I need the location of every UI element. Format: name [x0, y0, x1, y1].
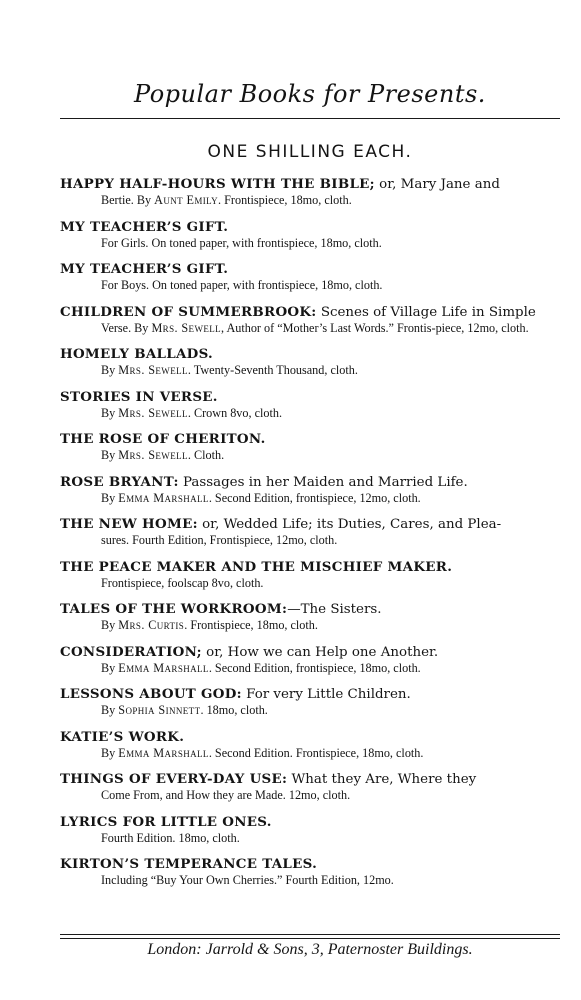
book-title-line: [60, 431, 562, 448]
book-subtitle: For very Little Children.: [241, 687, 411, 702]
details-text: Bertie. By: [101, 193, 155, 207]
book-title-line: [60, 176, 562, 193]
publisher-imprint: London: Jarrold & Sons, 3, Paternoster Buildings.: [147, 941, 473, 958]
book-title: KATIE’S WORK.: [60, 728, 185, 745]
author-name: Emma Marshall: [118, 660, 209, 675]
book-entry: [60, 856, 562, 888]
details-text: , Author of “Mother’s Last Words.” Frontis-piece, 12mo, cloth.: [221, 320, 529, 335]
book-entry: [60, 729, 562, 761]
book-title-line: [60, 856, 562, 873]
book-entry: [60, 176, 562, 208]
book-entry: [60, 516, 562, 548]
author-name: Mrs. Sewell: [118, 448, 188, 462]
book-entry: [60, 771, 562, 803]
author-name: Mrs. Sewell: [118, 405, 188, 420]
book-title-line: [60, 686, 562, 703]
book-title-line: [60, 814, 562, 831]
details-text: By: [101, 745, 119, 760]
author-name: Emma Marshall: [118, 490, 209, 505]
book-details: [60, 661, 562, 676]
details-text: By: [101, 363, 119, 377]
book-entry: [60, 474, 562, 506]
book-title: STORIES IN VERSE.: [60, 388, 218, 405]
book-details: [60, 448, 562, 463]
book-title: THE ROSE OF CHERITON.: [60, 431, 266, 447]
book-entry: [60, 304, 562, 336]
details-text: By: [101, 618, 119, 632]
book-entry: [60, 559, 562, 591]
book-title: THE NEW HOME:: [60, 516, 198, 532]
book-title: ROSE BRYANT:: [60, 473, 179, 490]
details-text: sures. Fourth Edition, Frontispiece, 12mo, cloth.: [101, 533, 338, 547]
details-text: . Second Edition, frontispiece, 12mo, cloth.: [208, 490, 421, 505]
author-name: Mrs. Curtis: [118, 618, 185, 632]
book-subtitle: What they Are, Where they: [287, 772, 477, 787]
book-entry: [60, 601, 562, 633]
book-entry: [60, 219, 562, 251]
book-title-line: [60, 644, 562, 661]
details-text: By: [101, 448, 119, 462]
book-details: [60, 321, 562, 336]
details-text: . Second Edition. Frontispiece, 18mo, cloth.: [208, 745, 424, 760]
book-title: MY TEACHER’S GIFT.: [60, 261, 229, 277]
details-text: For Boys. On toned paper, with frontispiece, 18mo, cloth.: [101, 278, 383, 292]
page-title: Popular Books for Presents.: [134, 80, 486, 108]
author-name: Aunt Emily: [154, 193, 219, 207]
book-subtitle: or, Wedded Life; its Duties, Cares, and Plea-: [197, 517, 502, 532]
book-title: THE PEACE MAKER AND THE MISCHIEF MAKER.: [60, 558, 453, 575]
book-details: [60, 746, 562, 761]
details-text: . Second Edition, frontispiece, 18mo, cloth.: [208, 660, 421, 675]
book-details: [60, 236, 562, 251]
details-text: By: [101, 405, 119, 420]
book-subtitle: or, How we can Help one Another.: [201, 644, 439, 660]
book-details: [60, 788, 562, 803]
bottom-rule: [60, 934, 560, 935]
book-title: THINGS OF EVERY-DAY USE:: [60, 771, 288, 787]
author-name: Emma Marshall: [118, 745, 209, 760]
book-title: LYRICS FOR LITTLE ONES.: [60, 813, 272, 830]
book-title-line: [60, 474, 562, 491]
book-title: LESSONS ABOUT GOD:: [60, 686, 242, 702]
book-title: HAPPY HALF-HOURS WITH THE BIBLE;: [60, 176, 375, 192]
book-details: [60, 406, 562, 421]
book-details: [60, 491, 562, 506]
book-details: [60, 533, 562, 548]
details-text: . Frontispiece, 18mo, cloth.: [218, 193, 352, 207]
book-title-line: [60, 219, 562, 236]
book-entry: [60, 346, 562, 378]
book-title-line: [60, 304, 562, 321]
details-text: Frontispiece, foolscap 8vo, cloth.: [101, 575, 264, 590]
details-text: By: [101, 490, 119, 505]
book-details: [60, 363, 562, 378]
book-title: TALES OF THE WORKROOM:: [60, 601, 288, 617]
details-text: By: [101, 660, 119, 675]
book-entry: [60, 644, 562, 676]
details-text: . Frontispiece, 18mo, cloth.: [184, 618, 318, 632]
book-title-line: [60, 346, 562, 363]
book-subtitle: —The Sisters.: [287, 602, 382, 617]
book-title: CONSIDERATION;: [60, 643, 202, 660]
details-text: . Crown 8vo, cloth.: [187, 405, 282, 420]
book-entry: [60, 814, 562, 846]
details-text: Fourth Edition. 18mo, cloth.: [101, 830, 240, 845]
details-text: Verse. By: [101, 320, 152, 335]
book-title: CHILDREN OF SUMMERBROOK:: [60, 303, 317, 320]
details-text: Including “Buy Your Own Cherries.” Fourth Edition, 12mo.: [101, 873, 394, 887]
book-entry: [60, 389, 562, 421]
author-name: Mrs. Sewell: [118, 363, 188, 377]
section-heading: ONE SHILLING EACH.: [207, 142, 413, 162]
book-details: [60, 618, 562, 633]
details-text: By: [101, 703, 119, 717]
book-entry: [60, 686, 562, 718]
book-title: KIRTON’S TEMPERANCE TALES.: [60, 856, 318, 872]
book-details: [60, 873, 562, 888]
book-subtitle: or, Mary Jane and: [374, 177, 500, 192]
book-title-line: [60, 516, 562, 533]
author-name: Sophia Sinnett: [118, 703, 201, 717]
book-details: [60, 576, 562, 591]
details-text: . 18mo, cloth.: [200, 703, 268, 717]
book-details: [60, 193, 562, 208]
book-details: [60, 831, 562, 846]
book-list: [60, 176, 562, 899]
book-details: [60, 278, 562, 293]
details-text: Come From, and How they are Made. 12mo, cloth.: [101, 788, 351, 802]
book-details: [60, 703, 562, 718]
details-text: . Twenty-Seventh Thousand, cloth.: [187, 363, 358, 377]
book-title-line: [60, 559, 562, 576]
book-title-line: [60, 771, 562, 788]
book-title: MY TEACHER’S GIFT.: [60, 218, 229, 235]
book-title-line: [60, 601, 562, 618]
top-rule: [60, 118, 560, 119]
book-title-line: [60, 261, 562, 278]
book-entry: [60, 261, 562, 293]
book-subtitle: Scenes of Village Life in Simple: [316, 304, 536, 320]
book-title: HOMELY BALLADS.: [60, 346, 214, 362]
author-name: Mrs. Sewell: [151, 320, 222, 335]
book-title-line: [60, 729, 562, 746]
details-text: For Girls. On toned paper, with frontispiece, 18mo, cloth.: [101, 235, 382, 250]
details-text: . Cloth.: [187, 448, 225, 462]
book-entry: [60, 431, 562, 463]
book-title-line: [60, 389, 562, 406]
bottom-rule-thin: [60, 938, 560, 939]
book-subtitle: Passages in her Maiden and Married Life.: [178, 474, 468, 490]
